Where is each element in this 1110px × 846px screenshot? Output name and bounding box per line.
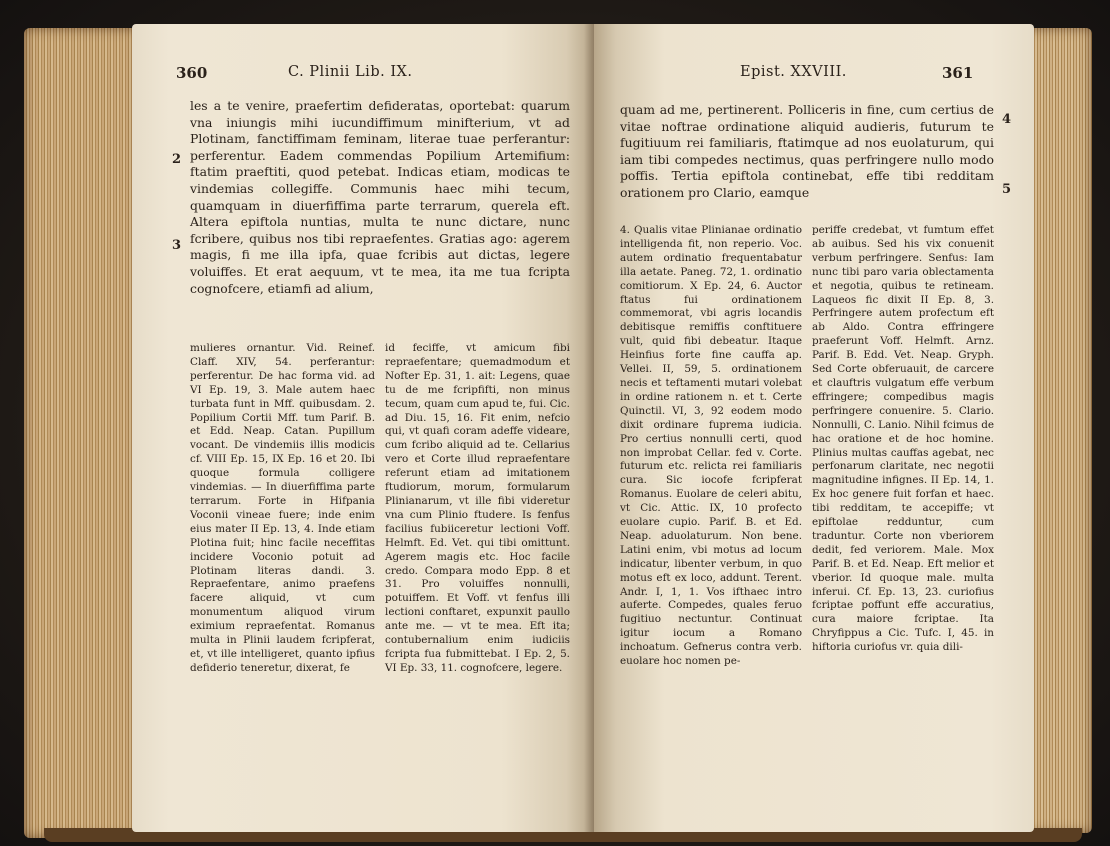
footnote-text: 4. Qualis vitae Plinianae ordinatio intelligenda fit, non reperio. Voc. autem ordinatio frequentabatur illa aetate. Paneg. 72, 1. ordinatio comitiorum. X Ep. 24, 6. Auctor ftatus fui ordinationem commemorat, vbi agris locandis debitisque remiffis conftituere vult, quid fibi debeatur. Itaque Heinfius forte fine cauffa ap. Vellei. II, 59, 5. ordinationem necis et teftamenti mutari volebat in ordine rationem n. et t. Certe Quinctil. VI, 3, 92 eodem modo dixit ordinare fuprema iudicia. Pro certius nonnulli certi, quod non improbat Cellar. fed v. Corte. futurum etc. relicta rei familiaris cura. Sic iocofe fcripferat Romanus. Euolare de celeri abitu, vt Cic. Attic. IX, 10 profecto euolare cupio. Parif. B. et Ed. Neap. aduolaturum. Non bene. Latini enim, vbi motus ad locum indicatur, libenter verbum, in quo motus eft ex loco, addunt. Terent. Andr. I, 1, 1. Vos ifthaec intro auferte. Compedes, quales feruo fugitiuo nectuntur. Continuat igitur iocum a Romano inchoatum. Gefnerus contra verb. euolare hoc nomen pe- (620, 224, 802, 668)
main-paragraph: quam ad me, pertinerent. Polliceris in fine, cum certius de vitae noftrae ordinatione aliquid audieris, futurum te fugitiuum rei familiaris, ftatimque ad nos euolaturum, qui iam tibi compedes nectimus, quas perfringere nullo modo poffis. Tertia epiftola continebat, effe tibi redditam orationem pro Clario, eamque (620, 102, 994, 200)
open-book (24, 10, 1092, 842)
footnotes (620, 224, 994, 784)
footnote-column (812, 224, 994, 784)
footnote-column (620, 224, 802, 784)
running-head: Epist. XXVIII. (740, 64, 847, 80)
margin-number: 5 (1002, 182, 1012, 197)
right-page (594, 24, 1034, 832)
page-number: 360 (176, 64, 208, 82)
left-page (132, 24, 594, 832)
main-paragraph: les a te venire, praefertim defideratas, oportebat: quarum vna iniungis mihi iucundiffimum minifterium, vt ad Plotinam, fanctiffimam feminam, literae tuae perferantur: perferentur. Eadem commendas Popilium Artemifium: ftatim praeftiti, quod petebat. Indicas etiam, modicas te vindemias collegiffe. Communis haec mihi tecum, quamquam in diuerfiffima parte terrarum, querela eft. Altera epiftola nuntias, multa te nunc dictare, nunc fcribere, quibus nos tibi repraefentes. Gratias ago: agerem magis, fi me illa ipfa, quae fcribis aut dictas, legere voluiffes. Et erat aequum, vt te mea, ita me tua fcripta cognofcere, etiamfi ad alium, (190, 98, 570, 296)
main-text (190, 98, 570, 297)
footnote-text: mulieres ornantur. Vid. Reinef. Claff. XIV, 54. perferantur: perferentur. De hac forma vid. ad VI Ep. 19, 3. Male autem haec turbata funt in Mff. quibusdam. 2. Popilium Cortii Mff. tum Parif. B. et Edd. Neap. Catan. Pupillum vocant. De vindemiis illis modicis cf. VIII Ep. 15, IX Ep. 16 et 20. Ibi quoque formula colligere vindemias. — In diuerfiffima parte terrarum. Forte in Hifpania Voconii vineae fuere; inde enim eius mater II Ep. 13, 4. Inde etiam Plotina fuit; hinc facile neceffitas incidere Voconio potuit ad Plotinam literas dandi. 3. Repraefentare, animo praefens facere aliquid, vt cum monumentum aliquod virum eximium repraefentat. Romanus multa in Plinii laudem fcripferat, et, vt ille intelligeret, quanto ipfius defiderio teneretur, dixerat, fe (190, 342, 375, 674)
margin-number: 2 (172, 152, 182, 167)
main-text (620, 102, 994, 202)
footnote-text: id feciffe, vt amicum fibi repraefentare; quemadmodum et Nofter Ep. 31, 1. ait: Legens, quae tu de me fcripfifti, non minus tecum, quam cum apud te, fui. Cic. ad Diu. 15, 16. Fit enim, nefcio qui, vt quafi coram adeffe videare, cum fcribo aliquid ad te. Cellarius vero et Corte illud repraefentare referunt etiam ad imitationem ftudiorum, morum, formularum Plinianarum, vt ille fibi videretur vna cum Plinio ftudere. Is fenfus facilius fubiiceretur lectioni Voff. Helmft. Ed. Vet. qui tibi omittunt. Agerem magis etc. Hoc facile credo. Compara modo Epp. 8 et 31. Pro voluiffes nonnulli, potuiffem. Et Voff. vt fenfus illi lectioni conftaret, expunxit paullo ante me. — vt te mea. Eft ita; contubernalium enim iudiciis fcripta fua fubmittebat. I Ep. 2, 5. VI Ep. 33, 11. cognofcere, legere. (385, 342, 570, 674)
running-head: C. Plinii Lib. IX. (288, 64, 413, 80)
page-number: 361 (942, 64, 974, 82)
footnote-column (190, 342, 375, 762)
margin-number: 3 (172, 238, 182, 253)
footnote-text: periffe credebat, vt fumtum effet ab auibus. Sed his vix conuenit verbum perfringere. Senfus: Iam nunc tibi paro varia oblectamenta et negotia, quibus te retineam. Laqueos fic dixit II Ep. 8, 3. Perfringere autem profectum eft ab Aldo. Contra effringere praeferunt Voff. Helmft. Arnz. Parif. B. Edd. Vet. Neap. Gryph. Sed Corte obferuauit, de carcere et clauftris vulgatum effe verbum effringere; compedibus magis perfringere conuenire. 5. Clario. Nonnulli, C. Lanio. Nihil fcimus de hac oratione et de hoc homine. Plinius multas cauffas agebat, nec perfonarum claritate, nec negotii magnitudine infignes. II Ep. 14, 1. Ex hoc genere fuit forfan et haec. tibi redditam, te accepiffe; vt epiftolae redduntur, cum traduntur. Corte non vberiorem dedit, fed veriorem. Male. Mox Parif. B. et Ed. Neap. Eft melior et vberior. Id quoque male. multa inferui. Cf. Ep. 13, 23. curiofius fcriptae poffunt effe accuratius, cura maiore fcriptae. Ita Chryfippus a Cic. Tufc. I, 45. in hiftoria curiofus vr. quia dili- (812, 224, 994, 654)
footnotes (190, 342, 570, 762)
footnote-column (385, 342, 570, 762)
left-page-edges (24, 28, 139, 838)
margin-number: 4 (1002, 112, 1012, 127)
